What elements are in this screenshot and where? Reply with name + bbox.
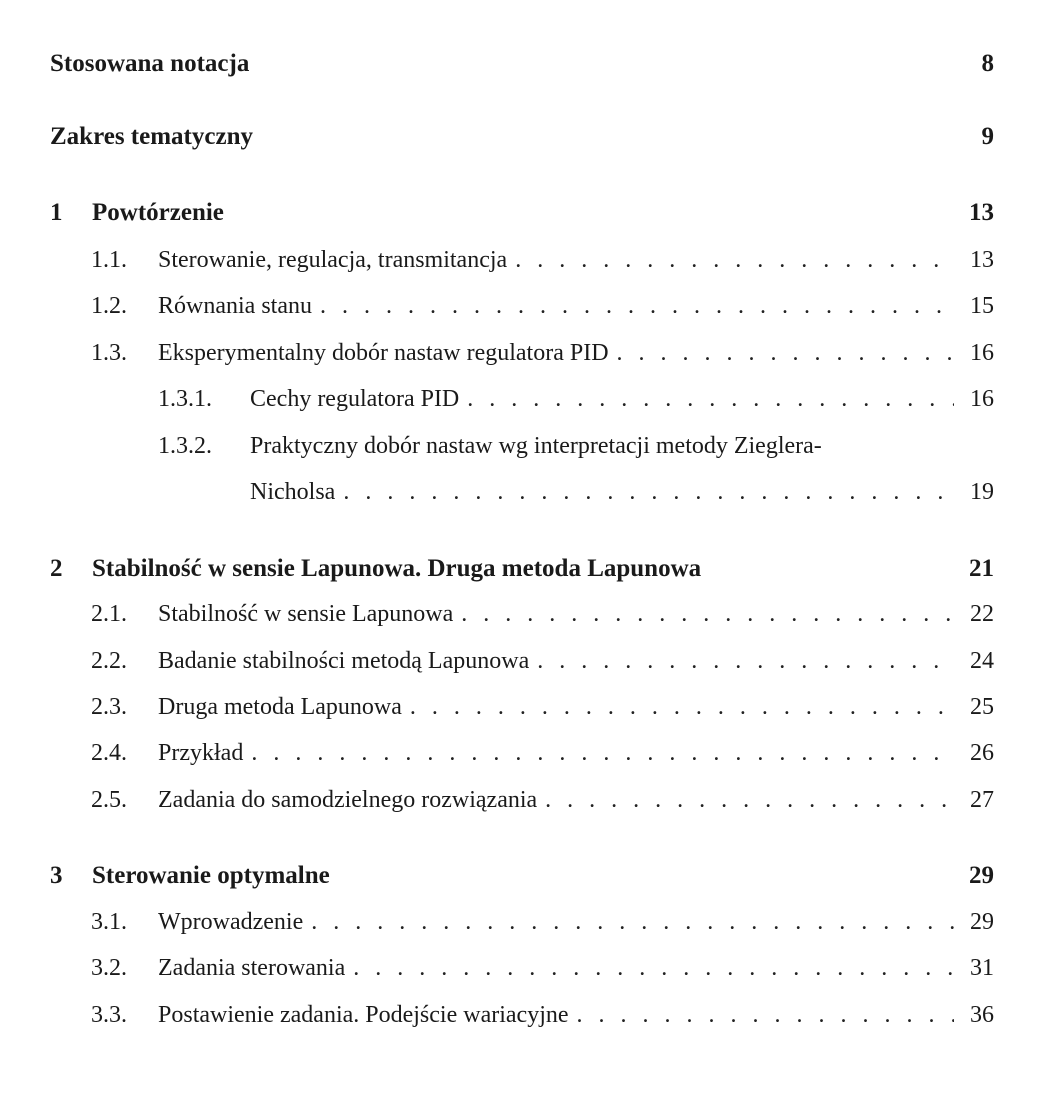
toc-entry-front[interactable]	[50, 123, 994, 151]
section-title: Badanie stabilności metodą Lapunowa	[158, 648, 530, 674]
section-number: 1.3.	[91, 340, 127, 366]
section-title: Przykład	[158, 740, 244, 766]
chapter-number: 3	[50, 862, 63, 889]
toc-section-entry[interactable]	[91, 909, 994, 936]
toc-page-number: 15	[970, 293, 994, 319]
dot-leader	[320, 293, 954, 320]
subsection-title: Cechy regulatora PID	[250, 386, 460, 412]
section-title: Sterowanie, regulacja, transmitancja	[158, 247, 508, 273]
section-title: Równania stanu	[158, 293, 312, 319]
toc-page-number: 36	[970, 1002, 994, 1028]
toc-chapter-entry[interactable]	[50, 199, 994, 227]
section-number: 3.3.	[91, 1002, 127, 1028]
chapter-title: Stabilność w sensie Lapunowa. Druga metoda Lapunowa	[92, 555, 702, 582]
dot-leader	[545, 787, 954, 814]
toc-entry-title: Stosowana notacja	[50, 50, 250, 77]
dot-leader	[251, 740, 954, 767]
toc-subsection-entry[interactable]	[158, 433, 994, 460]
toc-section-entry[interactable]	[91, 247, 994, 274]
toc-chapter-entry[interactable]	[50, 555, 994, 583]
toc-page-number: 16	[970, 340, 994, 366]
toc-section-entry[interactable]	[91, 340, 994, 367]
toc-section-entry[interactable]	[91, 787, 994, 814]
toc-chapter-entry[interactable]	[50, 862, 994, 890]
dot-leader	[311, 909, 954, 936]
section-number: 2.2.	[91, 648, 127, 674]
dot-leader	[617, 340, 954, 367]
section-title: Postawienie zadania. Podejście wariacyjne	[158, 1002, 569, 1028]
dot-leader	[343, 479, 954, 506]
toc-entry-front[interactable]	[50, 50, 994, 78]
chapter-number: 1	[50, 199, 63, 226]
toc-page-number: 22	[970, 601, 994, 627]
dot-leader	[577, 1002, 954, 1029]
section-title: Zadania sterowania	[158, 955, 346, 981]
toc-section-entry[interactable]	[91, 740, 994, 767]
toc-section-entry[interactable]	[91, 648, 994, 675]
toc-page-number: 29	[970, 909, 994, 935]
toc-page-number: 16	[970, 386, 994, 412]
dot-leader	[467, 386, 954, 413]
section-number: 2.4.	[91, 740, 127, 766]
toc-subsection-entry-continued[interactable]	[250, 479, 994, 506]
section-title: Druga metoda Lapunowa	[158, 694, 402, 720]
section-number: 3.1.	[91, 909, 127, 935]
toc-page-number: 24	[970, 648, 994, 674]
dot-leader	[353, 955, 954, 982]
toc-section-entry[interactable]	[91, 601, 994, 628]
section-number: 2.3.	[91, 694, 127, 720]
section-number: 3.2.	[91, 955, 127, 981]
toc-page-number: 9	[981, 123, 994, 150]
toc-section-entry[interactable]	[91, 293, 994, 320]
toc-page-number: 21	[969, 555, 994, 582]
section-number: 1.2.	[91, 293, 127, 319]
subsection-number: 1.3.1.	[158, 386, 212, 412]
toc-section-entry[interactable]	[91, 694, 994, 721]
chapter-title: Sterowanie optymalne	[92, 862, 330, 889]
section-title: Wprowadzenie	[158, 909, 304, 935]
toc-section-entry[interactable]	[91, 955, 994, 982]
dot-leader	[410, 694, 954, 721]
chapter-number: 2	[50, 555, 63, 582]
section-number: 2.1.	[91, 601, 127, 627]
chapter-title: Powtórzenie	[92, 199, 224, 226]
toc-page-number: 26	[970, 740, 994, 766]
toc-page-number: 27	[970, 787, 994, 813]
section-title: Zadania do samodzielnego rozwiązania	[158, 787, 538, 813]
section-number: 1.1.	[91, 247, 127, 273]
section-title: Eksperymentalny dobór nastaw regulatora PID	[158, 340, 609, 366]
toc-section-entry[interactable]	[91, 1002, 994, 1029]
subsection-title: Praktyczny dobór nastaw wg interpretacji metody Zieglera-	[250, 433, 822, 459]
toc-page-number: 8	[981, 50, 994, 77]
toc-page-number: 25	[970, 694, 994, 720]
toc-page-number: 29	[969, 862, 994, 889]
subsection-number: 1.3.2.	[158, 433, 212, 459]
section-number: 2.5.	[91, 787, 127, 813]
toc-subsection-entry[interactable]	[158, 386, 994, 413]
toc-page-number: 31	[970, 955, 994, 981]
toc-entry-title: Zakres tematyczny	[50, 123, 253, 150]
subsection-title: Nicholsa	[250, 479, 336, 505]
toc-page-number: 19	[970, 479, 994, 505]
section-title: Stabilność w sensie Lapunowa	[158, 601, 454, 627]
dot-leader	[537, 648, 954, 675]
dot-leader	[515, 247, 954, 274]
toc-page-number: 13	[969, 199, 994, 226]
dot-leader	[461, 601, 954, 628]
toc-page-number: 13	[970, 247, 994, 273]
